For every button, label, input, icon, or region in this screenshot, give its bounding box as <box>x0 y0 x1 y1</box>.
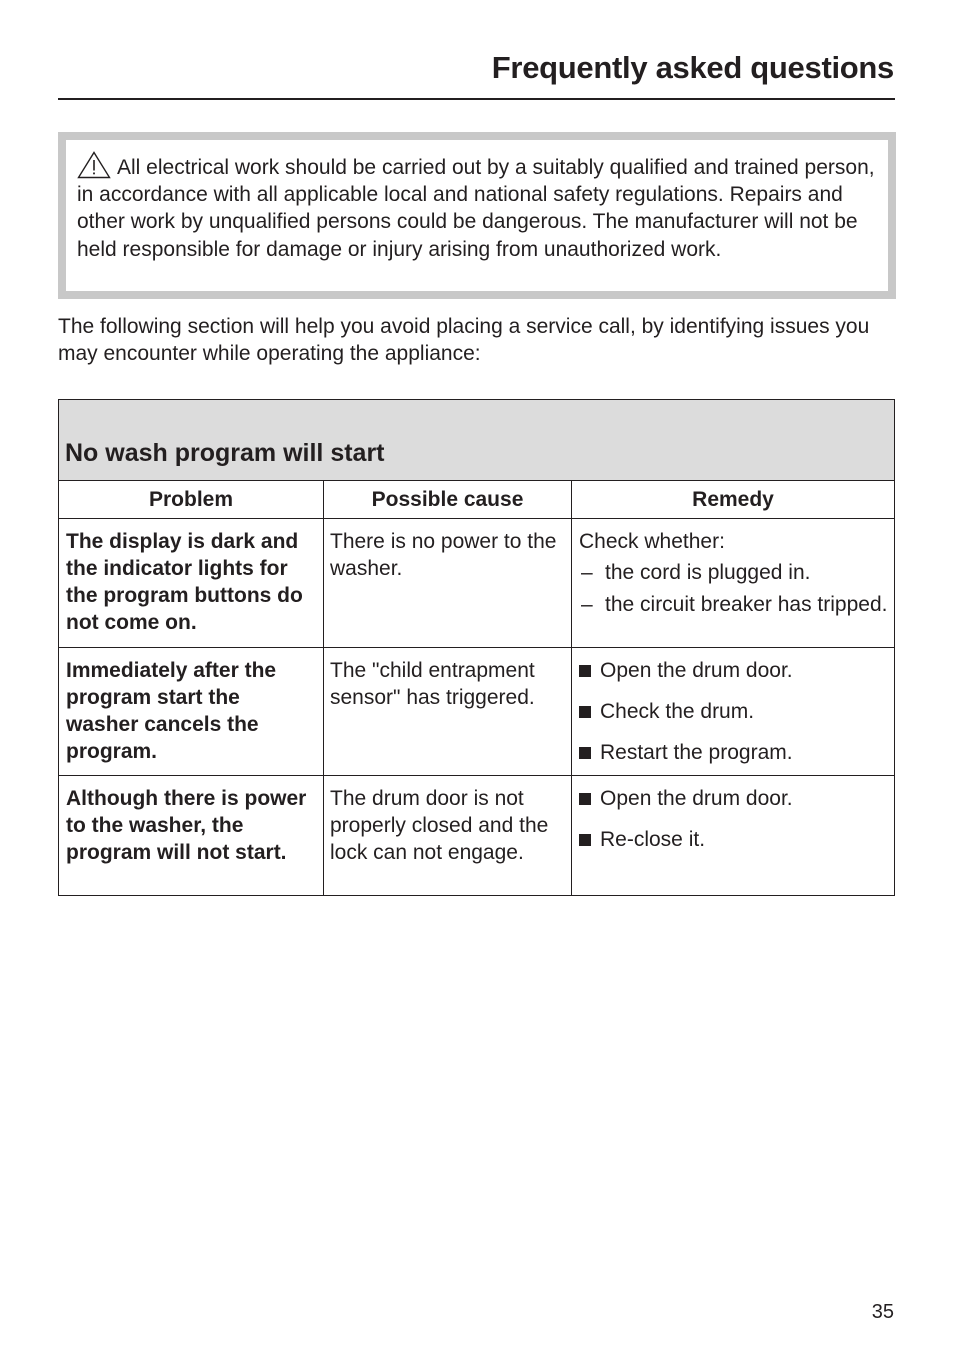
warning-text: All electrical work should be carried out by a suitably qualified and trained person, in accordance with all applicable local and national safety regulations. Repairs and other work by unqualified persons could be dangerous. The manufacturer will not be held responsible for damage or injury arising from unauthorized work. <box>77 156 875 261</box>
cause-cell: The "child entrapment sensor" has triggered. <box>324 648 572 776</box>
remedy-intro: Check whether: <box>579 530 725 553</box>
remedy-cell <box>572 648 895 776</box>
table-row <box>59 648 895 776</box>
list-item: – the circuit breaker has tripped. <box>581 593 888 616</box>
page-title: Frequently asked questions <box>491 50 894 85</box>
column-header-problem: Problem <box>59 481 324 519</box>
section-title: No wash program will start <box>59 400 895 481</box>
warning-box <box>58 132 896 299</box>
page-number: 35 <box>871 1301 894 1323</box>
problem-cell: Immediately after the program start the washer cancels the program. <box>59 648 324 776</box>
faq-table <box>58 399 895 896</box>
square-bullet-icon <box>579 834 591 846</box>
title-divider <box>58 98 895 100</box>
list-item: Re-close it. <box>579 826 888 853</box>
dash-bullet-icon: – <box>581 561 593 584</box>
table-header-row <box>59 481 895 519</box>
square-bullet-icon <box>579 793 591 805</box>
square-bullet-icon <box>579 706 591 718</box>
problem-cell: The display is dark and the indicator lights for the program buttons do not come on. <box>59 519 324 648</box>
table-row <box>59 776 895 896</box>
column-header-cause: Possible cause <box>324 481 572 519</box>
dash-bullet-icon: – <box>581 593 593 616</box>
warning-triangle-icon <box>77 151 111 179</box>
cause-cell: There is no power to the washer. <box>324 519 572 648</box>
list-item: – the cord is plugged in. <box>581 561 811 584</box>
column-header-remedy: Remedy <box>572 481 895 519</box>
cause-cell: The drum door is not properly closed and the lock can not engage. <box>324 776 572 896</box>
list-item: Open the drum door. <box>579 785 888 812</box>
table-row <box>59 519 895 648</box>
problem-cell: Although there is power to the washer, the program will not start. <box>59 776 324 896</box>
square-bullet-icon <box>579 747 591 759</box>
list-item: Check the drum. <box>579 698 888 725</box>
intro-paragraph: The following section will help you avoid placing a service call, by identifying issues you may encounter while operating the appliance: <box>58 315 870 365</box>
remedy-cell <box>572 519 895 648</box>
list-item: Restart the program. <box>579 739 888 766</box>
square-bullet-icon <box>579 665 591 677</box>
list-item: Open the drum door. <box>579 657 888 684</box>
remedy-cell <box>572 776 895 896</box>
